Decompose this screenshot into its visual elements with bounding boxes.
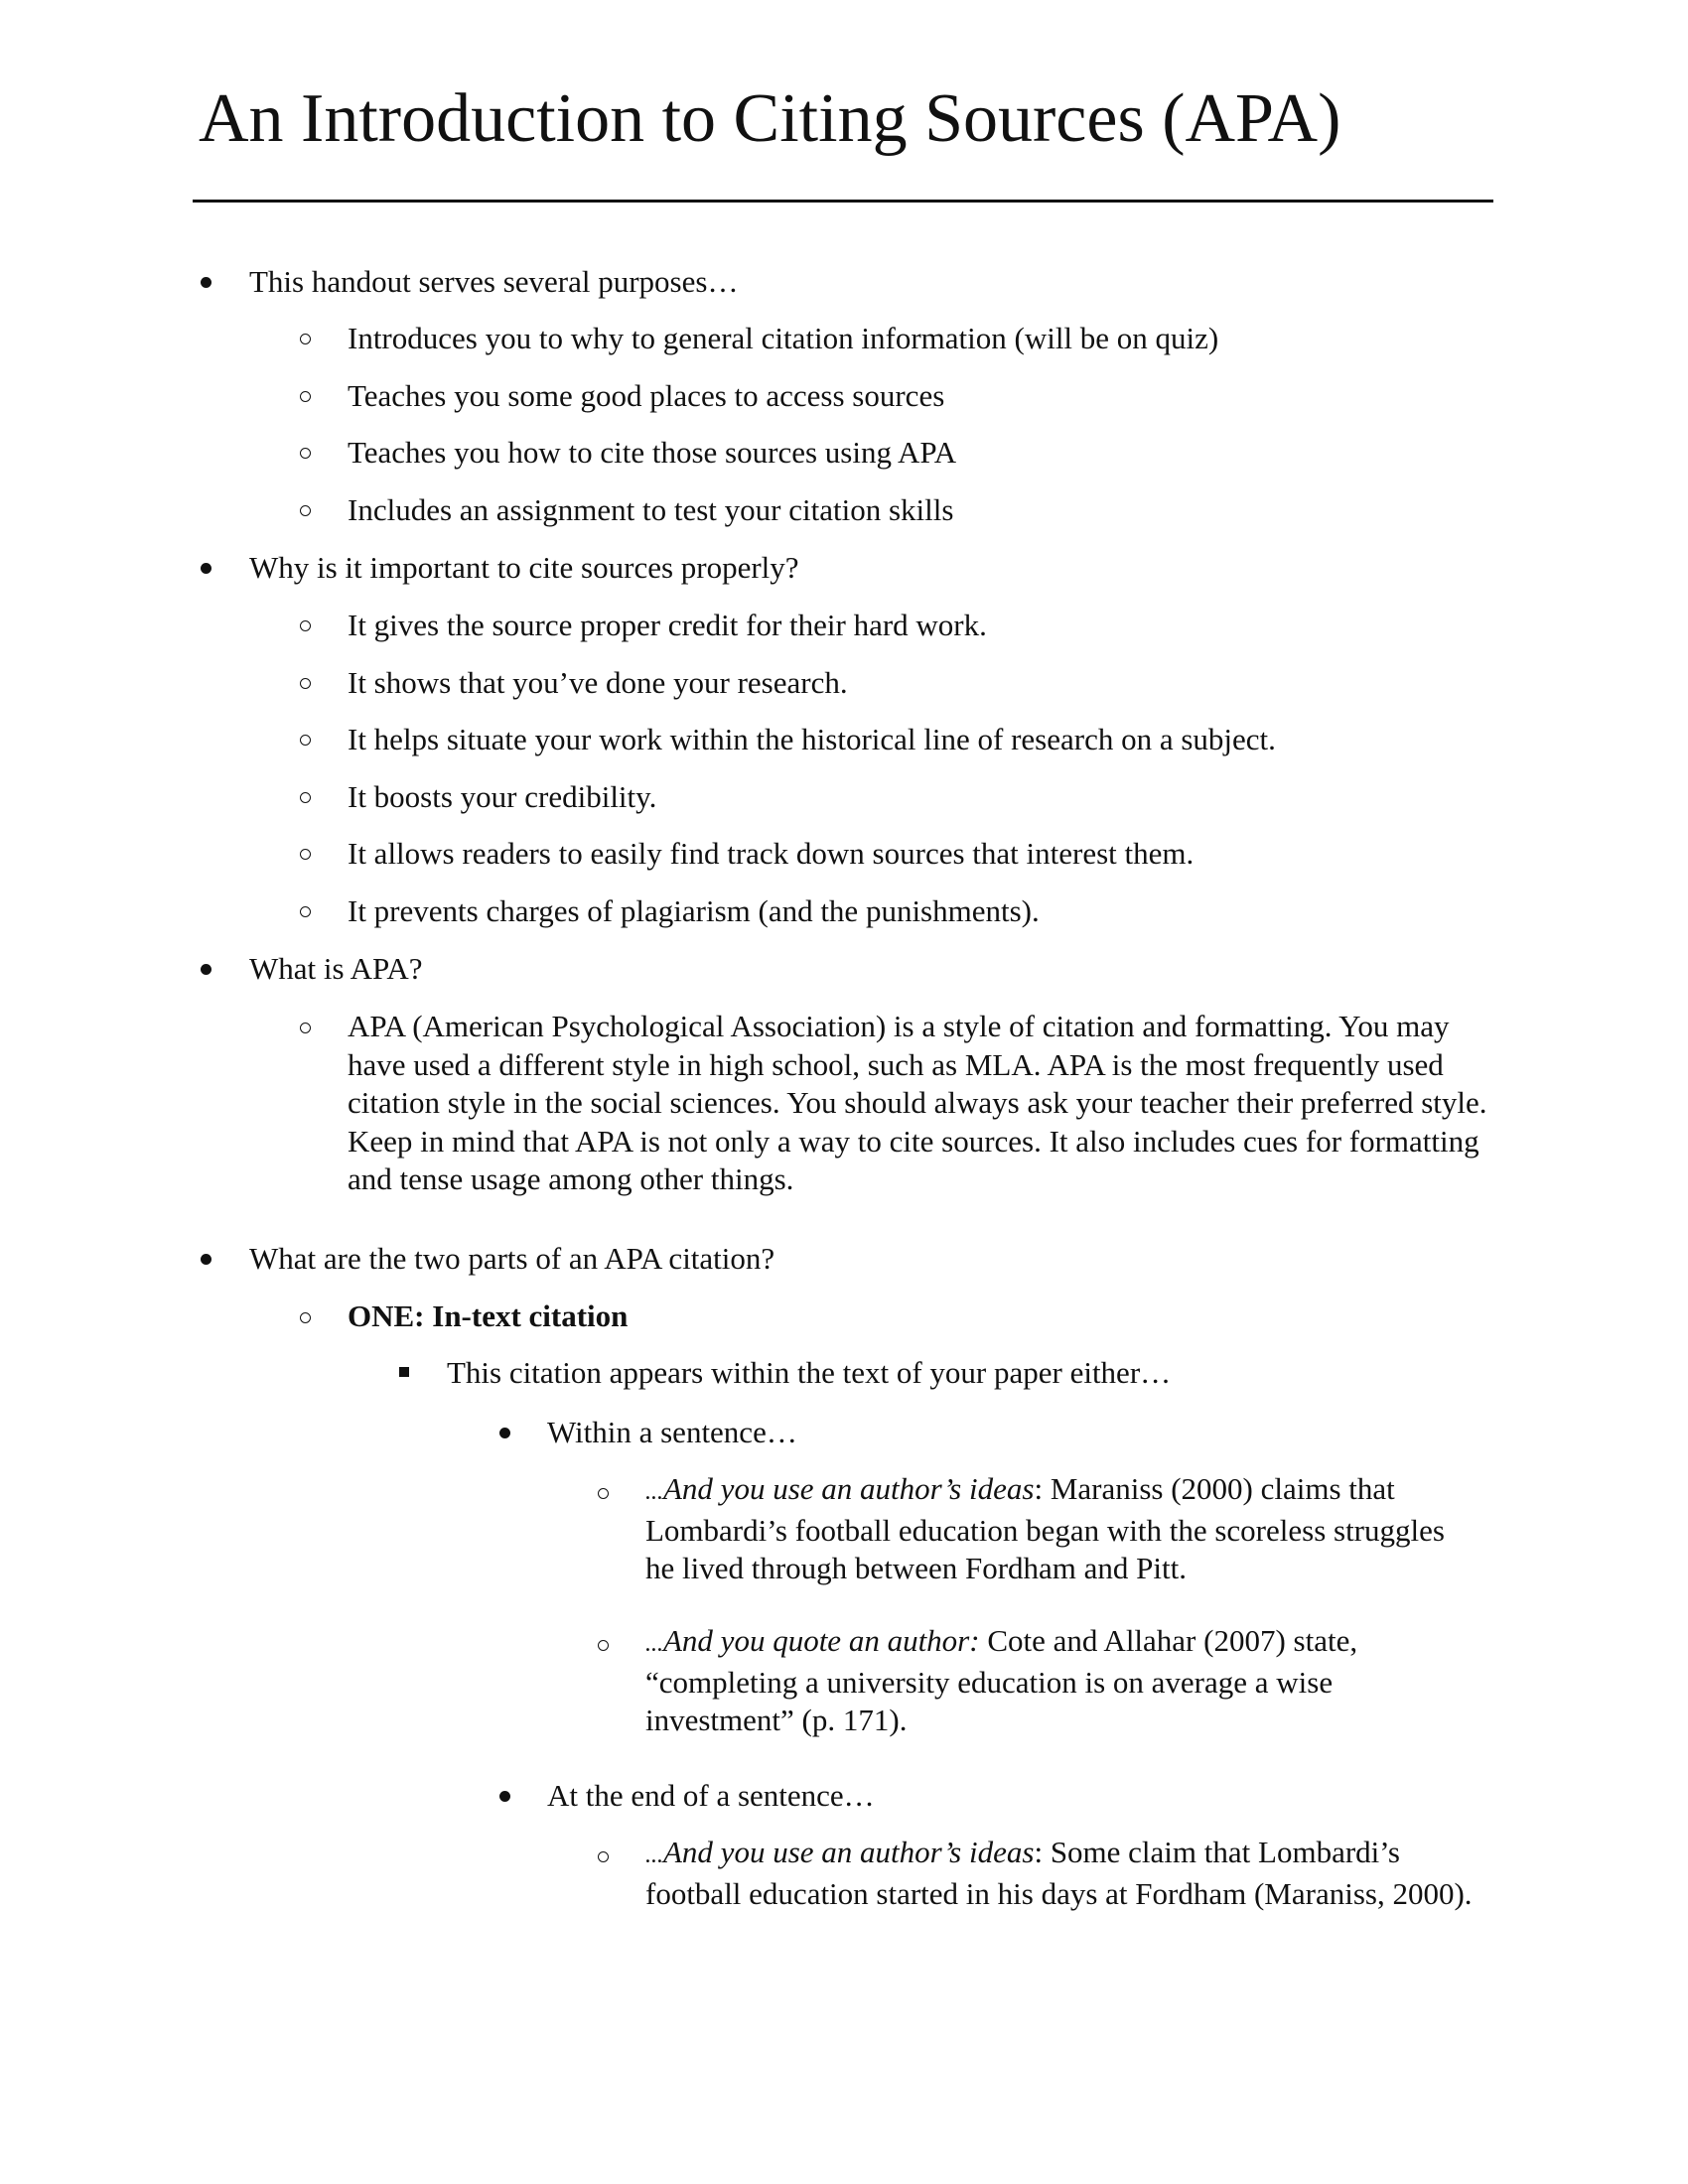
within-sentence-label: Within a sentence… <box>547 1415 797 1449</box>
ellipsis: ... <box>645 1479 663 1505</box>
bullet-circle-icon <box>300 678 311 689</box>
example-text: Cote and Allahar (2007) state, “completing a university education is on average a wise investment” (p. 171). <box>645 1623 1358 1737</box>
list-item: Includes an assignment to test your citation skills <box>348 492 954 527</box>
bullet-circle-icon <box>598 1640 609 1651</box>
bullet-circle-icon <box>300 906 311 917</box>
example-colon: : <box>1034 1471 1044 1506</box>
bullet-circle-icon <box>300 620 311 631</box>
bullet-circle-icon <box>598 1488 609 1499</box>
list-item: Teaches you some good places to access sources <box>348 378 945 413</box>
example-colon: : <box>1034 1835 1044 1869</box>
title-divider <box>193 200 1493 203</box>
bullet-circle-icon <box>300 334 311 344</box>
end-sentence-label: At the end of a sentence… <box>547 1778 875 1813</box>
list-item: It shows that you’ve done your research. <box>348 665 848 700</box>
list-item: Introduces you to why to general citation information (will be on quiz) <box>348 321 1219 355</box>
apa-description-paragraph: APA (American Psychological Association) is a style of citation and formatting. You may have used a different style in high school, such as MLA. APA is the most frequently used citation style in the social sciences. You should always ask your teacher their preferred style. Keep in mind that APA is not only a way to cite sources. It also includes cues for formatting and tense usage among other things. <box>348 1009 1487 1196</box>
bullet-square-icon <box>399 1367 409 1377</box>
bullet-disc-icon <box>499 1428 510 1438</box>
bullet-circle-icon <box>598 1851 609 1862</box>
bullet-circle-icon <box>300 792 311 803</box>
section-heading-purposes: This handout serves several purposes… <box>249 264 739 299</box>
bullet-circle-icon <box>300 1312 311 1323</box>
list-item: It boosts your credibility. <box>348 779 657 814</box>
bullet-disc-icon <box>499 1791 510 1802</box>
list-item: It helps situate your work within the historical line of research on a subject. <box>348 722 1276 756</box>
example-author-ideas <box>645 1470 1470 1588</box>
example-lead: And you use an author’s ideas <box>663 1471 1035 1506</box>
list-item: Teaches you how to cite those sources using APA <box>348 435 957 470</box>
bullet-disc-icon <box>201 964 211 975</box>
example-end-author-ideas <box>645 1834 1489 1913</box>
example-lead: And you quote an author: <box>663 1623 980 1658</box>
bullet-disc-icon <box>201 1254 211 1265</box>
bullet-circle-icon <box>300 1023 311 1033</box>
bullet-circle-icon <box>300 505 311 516</box>
page-title: An Introduction to Citing Sources (APA) <box>199 80 1341 157</box>
bullet-circle-icon <box>300 448 311 459</box>
example-lead: And you use an author’s ideas <box>663 1835 1035 1869</box>
bullet-circle-icon <box>300 391 311 402</box>
appears-within-text: This citation appears within the text of your paper either… <box>447 1355 1172 1390</box>
bullet-disc-icon <box>201 563 211 574</box>
list-item: It allows readers to easily find track down sources that interest them. <box>348 836 1195 871</box>
part-one-label: ONE: In-text citation <box>348 1298 629 1333</box>
list-item: It prevents charges of plagiarism (and the punishments). <box>348 893 1040 928</box>
example-text: Maraniss (2000) claims that Lombardi’s football education began with the scoreless struggles he lived through between Fordham and Pitt. <box>645 1471 1445 1585</box>
section-heading-what-is-apa: What is APA? <box>249 951 423 986</box>
ellipsis: ... <box>645 1843 663 1868</box>
ellipsis: ... <box>645 1631 663 1657</box>
bullet-circle-icon <box>300 849 311 860</box>
example-text: Some claim that Lombardi’s football education started in his days at Fordham (Maraniss, 2000). <box>645 1835 1473 1911</box>
section-heading-two-parts: What are the two parts of an APA citation? <box>249 1241 775 1276</box>
bullet-circle-icon <box>300 735 311 746</box>
example-quote-author <box>645 1622 1470 1740</box>
bullet-disc-icon <box>201 277 211 288</box>
section-heading-importance: Why is it important to cite sources properly? <box>249 550 799 585</box>
list-item: It gives the source proper credit for their hard work. <box>348 608 987 642</box>
